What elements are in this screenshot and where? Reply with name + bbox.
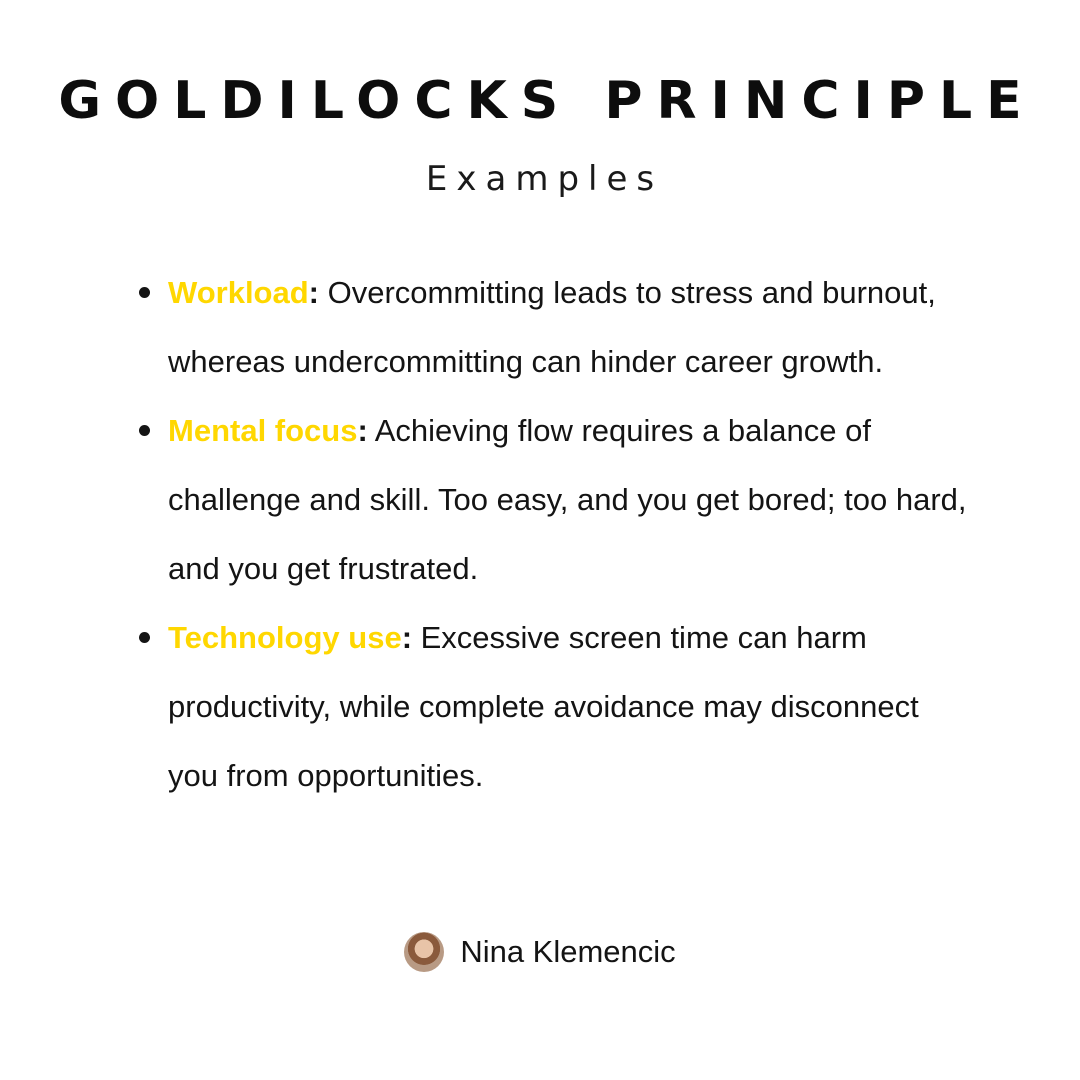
list-item: [168, 258, 968, 396]
example-colon: :: [357, 413, 368, 448]
author-footer: [0, 930, 1080, 974]
example-text: Excessive screen time can harm productivity, while complete avoidance may disconnect you from opportunities.: [168, 620, 919, 793]
author-name: Nina Klemencic: [460, 934, 676, 969]
list-item: [168, 603, 968, 810]
examples-list: [168, 258, 968, 810]
avatar: [404, 932, 444, 972]
page-subtitle: Examples: [425, 159, 664, 199]
example-term: Workload: [168, 275, 309, 310]
bullet-icon: [139, 287, 150, 298]
bullet-icon: [139, 632, 150, 643]
example-term: Technology use: [168, 620, 402, 655]
example-colon: :: [308, 275, 319, 310]
page-title: GOLDILOCKS PRINCIPLE: [58, 71, 1036, 131]
example-colon: :: [401, 620, 413, 655]
example-term: Mental focus: [168, 413, 358, 448]
list-item: [168, 396, 968, 603]
example-text: Overcommitting leads to stress and burnout, whereas undercommitting can hinder career growth.: [168, 275, 936, 379]
example-text: Achieving flow requires a balance of challenge and skill. Too easy, and you get bored; too hard, and you get frustrated.: [168, 413, 967, 586]
bullet-icon: [139, 425, 150, 436]
